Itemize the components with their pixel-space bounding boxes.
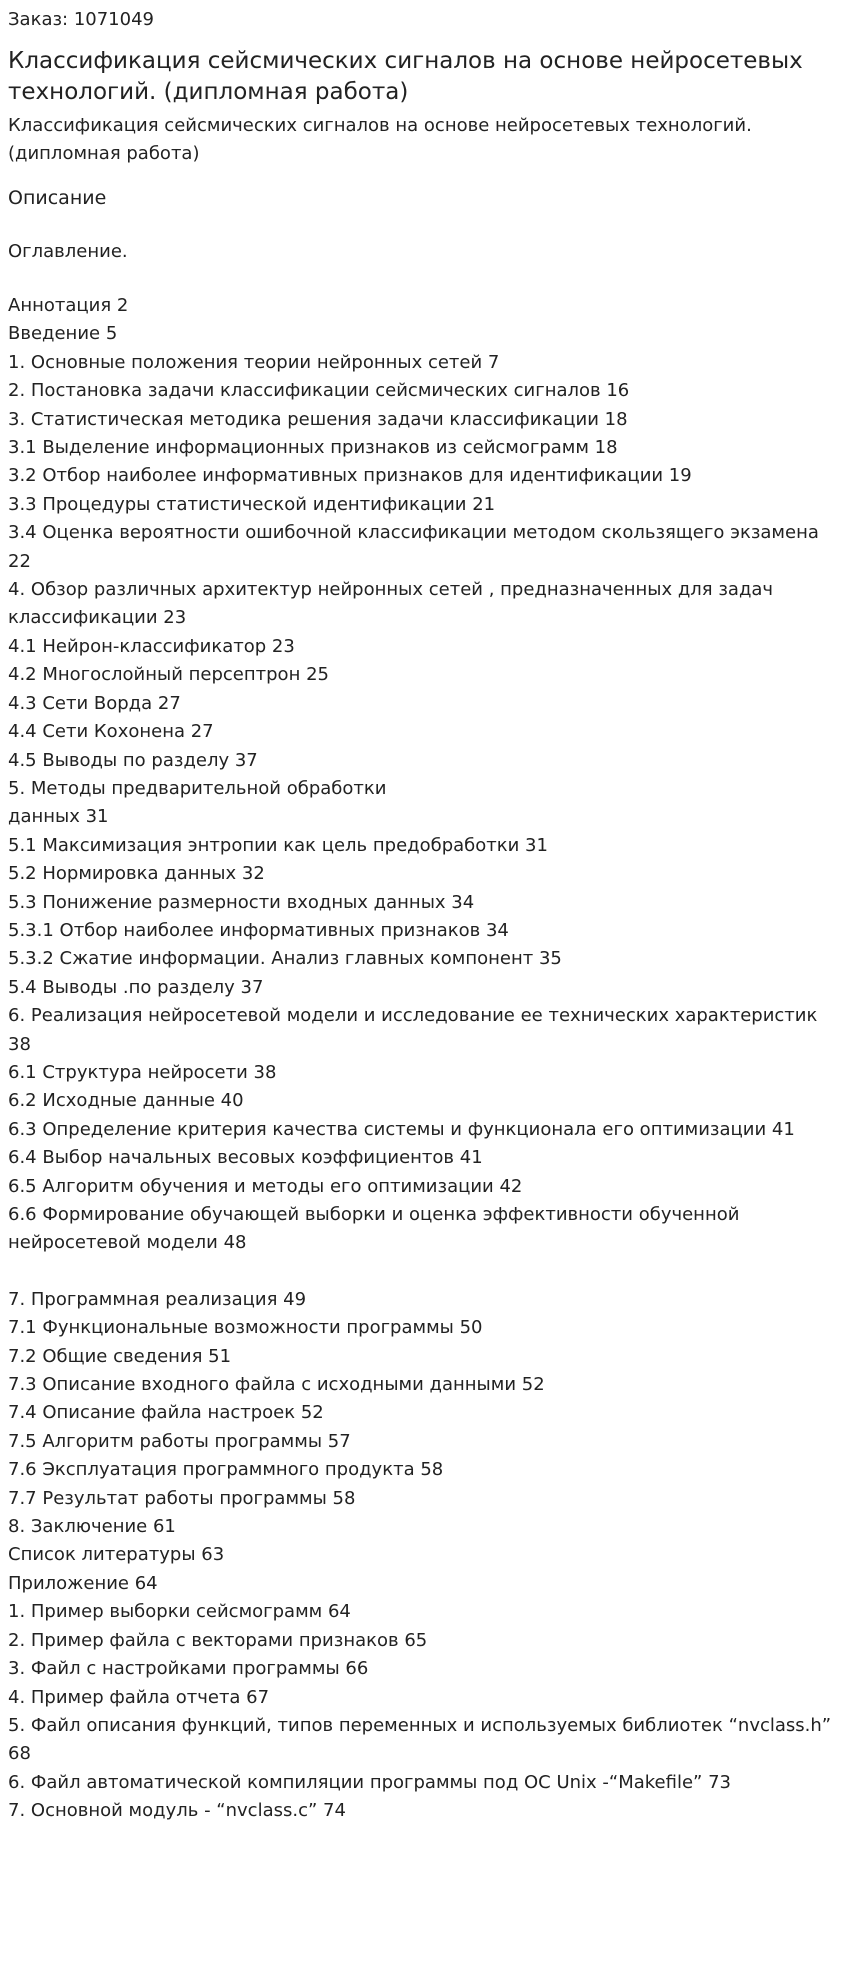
toc-item: 7. Основной модуль - “nvclass.c” 74 (8, 1800, 346, 1822)
toc-item: 5. Файл описания функций, типов переменных и используемых библиотек “nvclass.h” 68 (8, 1714, 832, 1765)
toc-item: 4.2 Многослойный персептрон 25 (8, 664, 329, 686)
toc-item: 5.3 Понижение размерности входных данных 34 (8, 891, 475, 913)
toc-item: 3. Файл с настройками программы 66 (8, 1658, 369, 1680)
toc-item: 7.1 Функциональные возможности программы 50 (8, 1317, 483, 1339)
toc-item: 5.3.1 Отбор наиболее информативных признаков 34 (8, 919, 509, 941)
toc-item: 4.1 Нейрон-классификатор 23 (8, 635, 295, 657)
toc-item: 1. Основные положения теории нейронных сетей 7 (8, 351, 500, 373)
toc-item: 5. Методы предварительной обработки (8, 777, 387, 799)
toc-item: 7.6 Эксплуатация программного продукта 58 (8, 1459, 444, 1481)
toc-item: 5.4 Выводы .по разделу 37 (8, 976, 264, 998)
toc-item: 4.5 Выводы по разделу 37 (8, 749, 258, 771)
toc-item: 8. Заключение 61 (8, 1516, 176, 1538)
toc-item: 6.1 Структура нейросети 38 (8, 1061, 277, 1083)
toc-item: 7. Программная реализация 49 (8, 1288, 307, 1310)
toc-item: 5.2 Нормировка данных 32 (8, 863, 265, 885)
toc-item: 6.4 Выбор начальных весовых коэффициентов 41 (8, 1147, 483, 1169)
toc-item: 6.2 Исходные данные 40 (8, 1090, 244, 1112)
toc-item: 4.3 Сети Ворда 27 (8, 692, 181, 714)
toc-item: 7.7 Результат работы программы 58 (8, 1487, 356, 1509)
page-subtitle: Классификация сейсмических сигналов на основе нейросетевых технологий. (дипломная работа) (8, 115, 752, 164)
toc-item: 4. Обзор различных архитектур нейронных сетей , предназначенных для задач классификации 23 (8, 579, 774, 629)
toc-item: 7.5 Алгоритм работы программы 57 (8, 1430, 351, 1452)
toc-item: 3. Статистическая методика решения задачи классификации 18 (8, 408, 628, 430)
order-number: Заказ: 1071049 (8, 9, 154, 30)
toc-item: 3.4 Оценка вероятности ошибочной классификации методом скользящего экзамена 22 (8, 522, 819, 572)
toc-item: 6.3 Определение критерия качества системы и функционала его оптимизации 41 (8, 1118, 795, 1140)
table-of-contents (8, 292, 839, 1826)
toc-item: 3.2 Отбор наиболее информативных признаков для идентификации 19 (8, 465, 692, 487)
toc-spacer (8, 1258, 839, 1286)
toc-item: 3.3 Процедуры статистической идентификации 21 (8, 493, 496, 515)
page-title: Классификация сейсмических сигналов на основе нейросетевых технологий. (дипломная работа) (8, 48, 803, 105)
toc-item: Аннотация 2 (8, 295, 129, 316)
toc-item: 6.6 Формирование обучающей выборки и оценка эффективности обученной нейросетевой модели 48 (8, 1204, 740, 1254)
toc-item: Приложение 64 (8, 1572, 158, 1594)
toc-item: 6.5 Алгоритм обучения и методы его оптимизации 42 (8, 1175, 523, 1197)
toc-heading: Оглавление. (8, 241, 128, 262)
toc-item: 3.1 Выделение информационных признаков из сейсмограмм 18 (8, 437, 618, 459)
toc-item: данных 31 (8, 806, 109, 828)
description-heading: Описание (8, 187, 107, 209)
toc-item: 7.4 Описание файла настроек 52 (8, 1402, 324, 1424)
toc-item: 5.1 Максимизация энтропии как цель предобработки 31 (8, 834, 548, 856)
toc-item: 7.2 Общие сведения 51 (8, 1345, 232, 1367)
toc-item: 4. Пример файла отчета 67 (8, 1686, 270, 1708)
toc-item: Список литературы 63 (8, 1544, 225, 1566)
toc-item: 5.3.2 Сжатие информации. Анализ главных компонент 35 (8, 948, 562, 970)
toc-item: 6. Файл автоматической компиляции программы под ОС Unix -“Makefile” 73 (8, 1771, 731, 1793)
toc-item: 6. Реализация нейросетевой модели и исследование ее технических характеристик 38 (8, 1005, 818, 1055)
toc-item: Введение 5 (8, 323, 118, 345)
toc-item: 1. Пример выборки сейсмограмм 64 (8, 1601, 351, 1623)
toc-item: 4.4 Сети Кохонена 27 (8, 721, 214, 743)
toc-item: 7.3 Описание входного файла с исходными данными 52 (8, 1374, 545, 1396)
toc-item: 2. Постановка задачи классификации сейсмических сигналов 16 (8, 380, 630, 402)
toc-item: 2. Пример файла с векторами признаков 65 (8, 1629, 428, 1651)
